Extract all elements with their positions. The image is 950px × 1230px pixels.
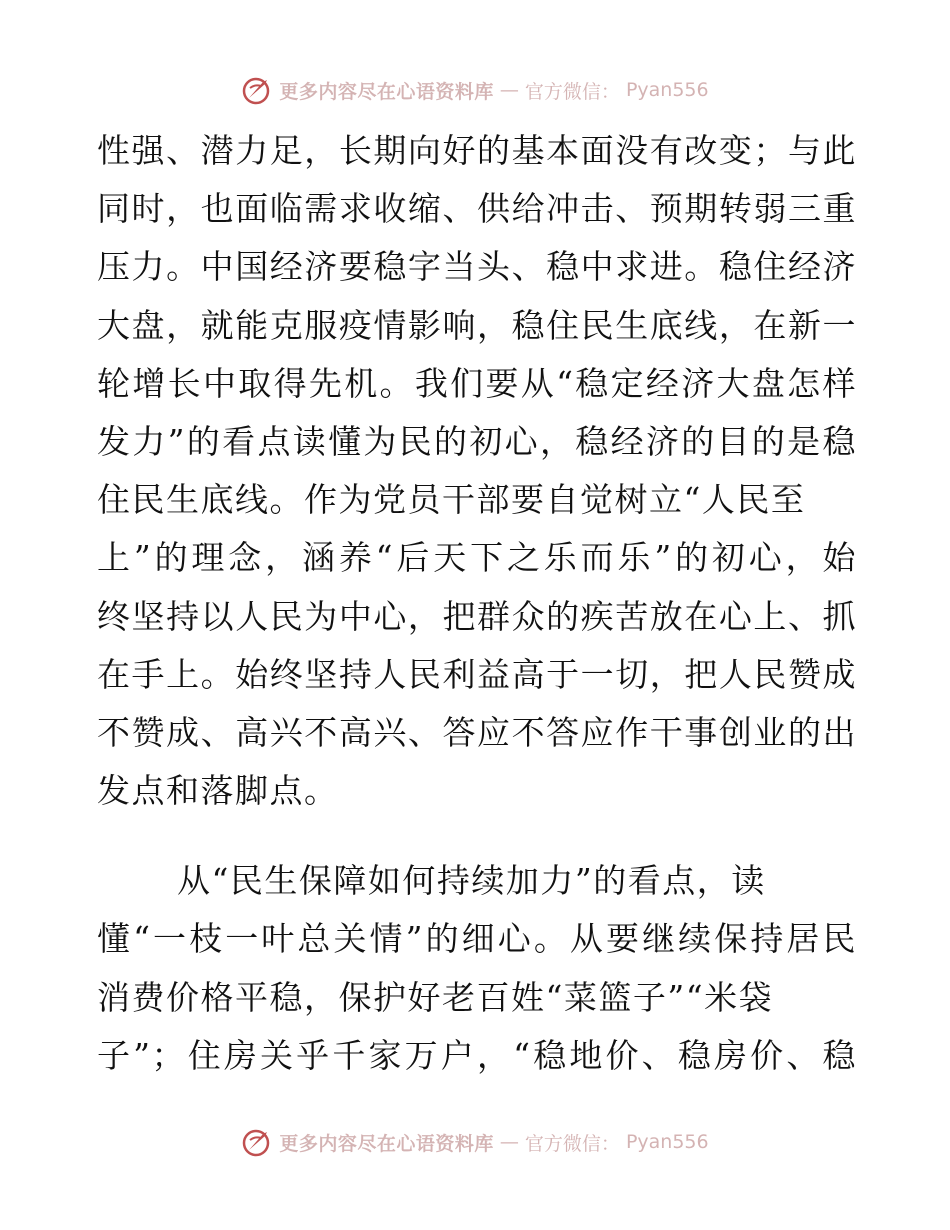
text-line: 性强、潜力足，长期向好的基本面没有改变；与此	[97, 131, 857, 170]
text-line: 消费价格平稳，保护好老百姓“菜篮子”“米袋	[97, 977, 774, 1017]
text-line: 在手上。始终坚持人民利益高于一切，把人民赞成	[97, 654, 857, 694]
text-line: 大盘，就能克服疫情影响，稳住民生底线，在新一	[97, 305, 857, 345]
text-line: 压力。中国经济要稳字当头、稳中求进。稳住经济	[97, 247, 857, 287]
watermark-official-label: 官方微信：	[524, 80, 620, 103]
paragraph-2	[97, 852, 857, 1085]
watermark-wechat-id: Pyan556	[625, 1131, 709, 1153]
text-line: 发点和落脚点。	[97, 771, 339, 811]
paragraph-spacer	[97, 820, 857, 852]
text-line: 子”；住房关乎千家万户，“稳地价、稳房价、稳	[97, 1035, 857, 1075]
watermark-separator: —	[499, 79, 519, 101]
text-line: 住民生底线。作为党员干部要自觉树立“人民至	[97, 480, 806, 520]
watermark-brand-text: 更多内容尽在心语资料库	[279, 80, 494, 103]
header-watermark	[0, 70, 950, 110]
watermark-brand-text: 更多内容尽在心语资料库	[279, 1132, 494, 1155]
document-body	[97, 122, 857, 1085]
text-line: 轮增长中取得先机。我们要从“稳定经济大盘怎样	[97, 363, 857, 403]
text-line: 同时，也面临需求收缩、供给冲击、预期转弱三重	[97, 189, 857, 229]
paragraph-1	[97, 122, 857, 820]
watermark-wechat-id: Pyan556	[625, 79, 709, 101]
text-line: 上”的理念，涵养“后天下之乐而乐”的初心，始	[97, 538, 857, 578]
text-line: 懂“一枝一叶总关情”的细心。从要继续保持居民	[97, 919, 857, 959]
quill-logo-icon	[241, 1126, 273, 1158]
footer-watermark	[0, 1122, 950, 1162]
watermark-separator: —	[499, 1131, 519, 1153]
text-line: 终坚持以人民为中心，把群众的疾苦放在心上、抓	[97, 596, 857, 636]
watermark-official-label: 官方微信：	[524, 1132, 620, 1155]
text-line: 从“民生保障如何持续加力”的看点，读	[177, 861, 766, 901]
text-line: 发力”的看点读懂为民的初心，稳经济的目的是稳	[97, 421, 857, 461]
text-line: 不赞成、高兴不高兴、答应不答应作干事创业的出	[97, 712, 857, 752]
quill-logo-icon	[241, 74, 273, 106]
